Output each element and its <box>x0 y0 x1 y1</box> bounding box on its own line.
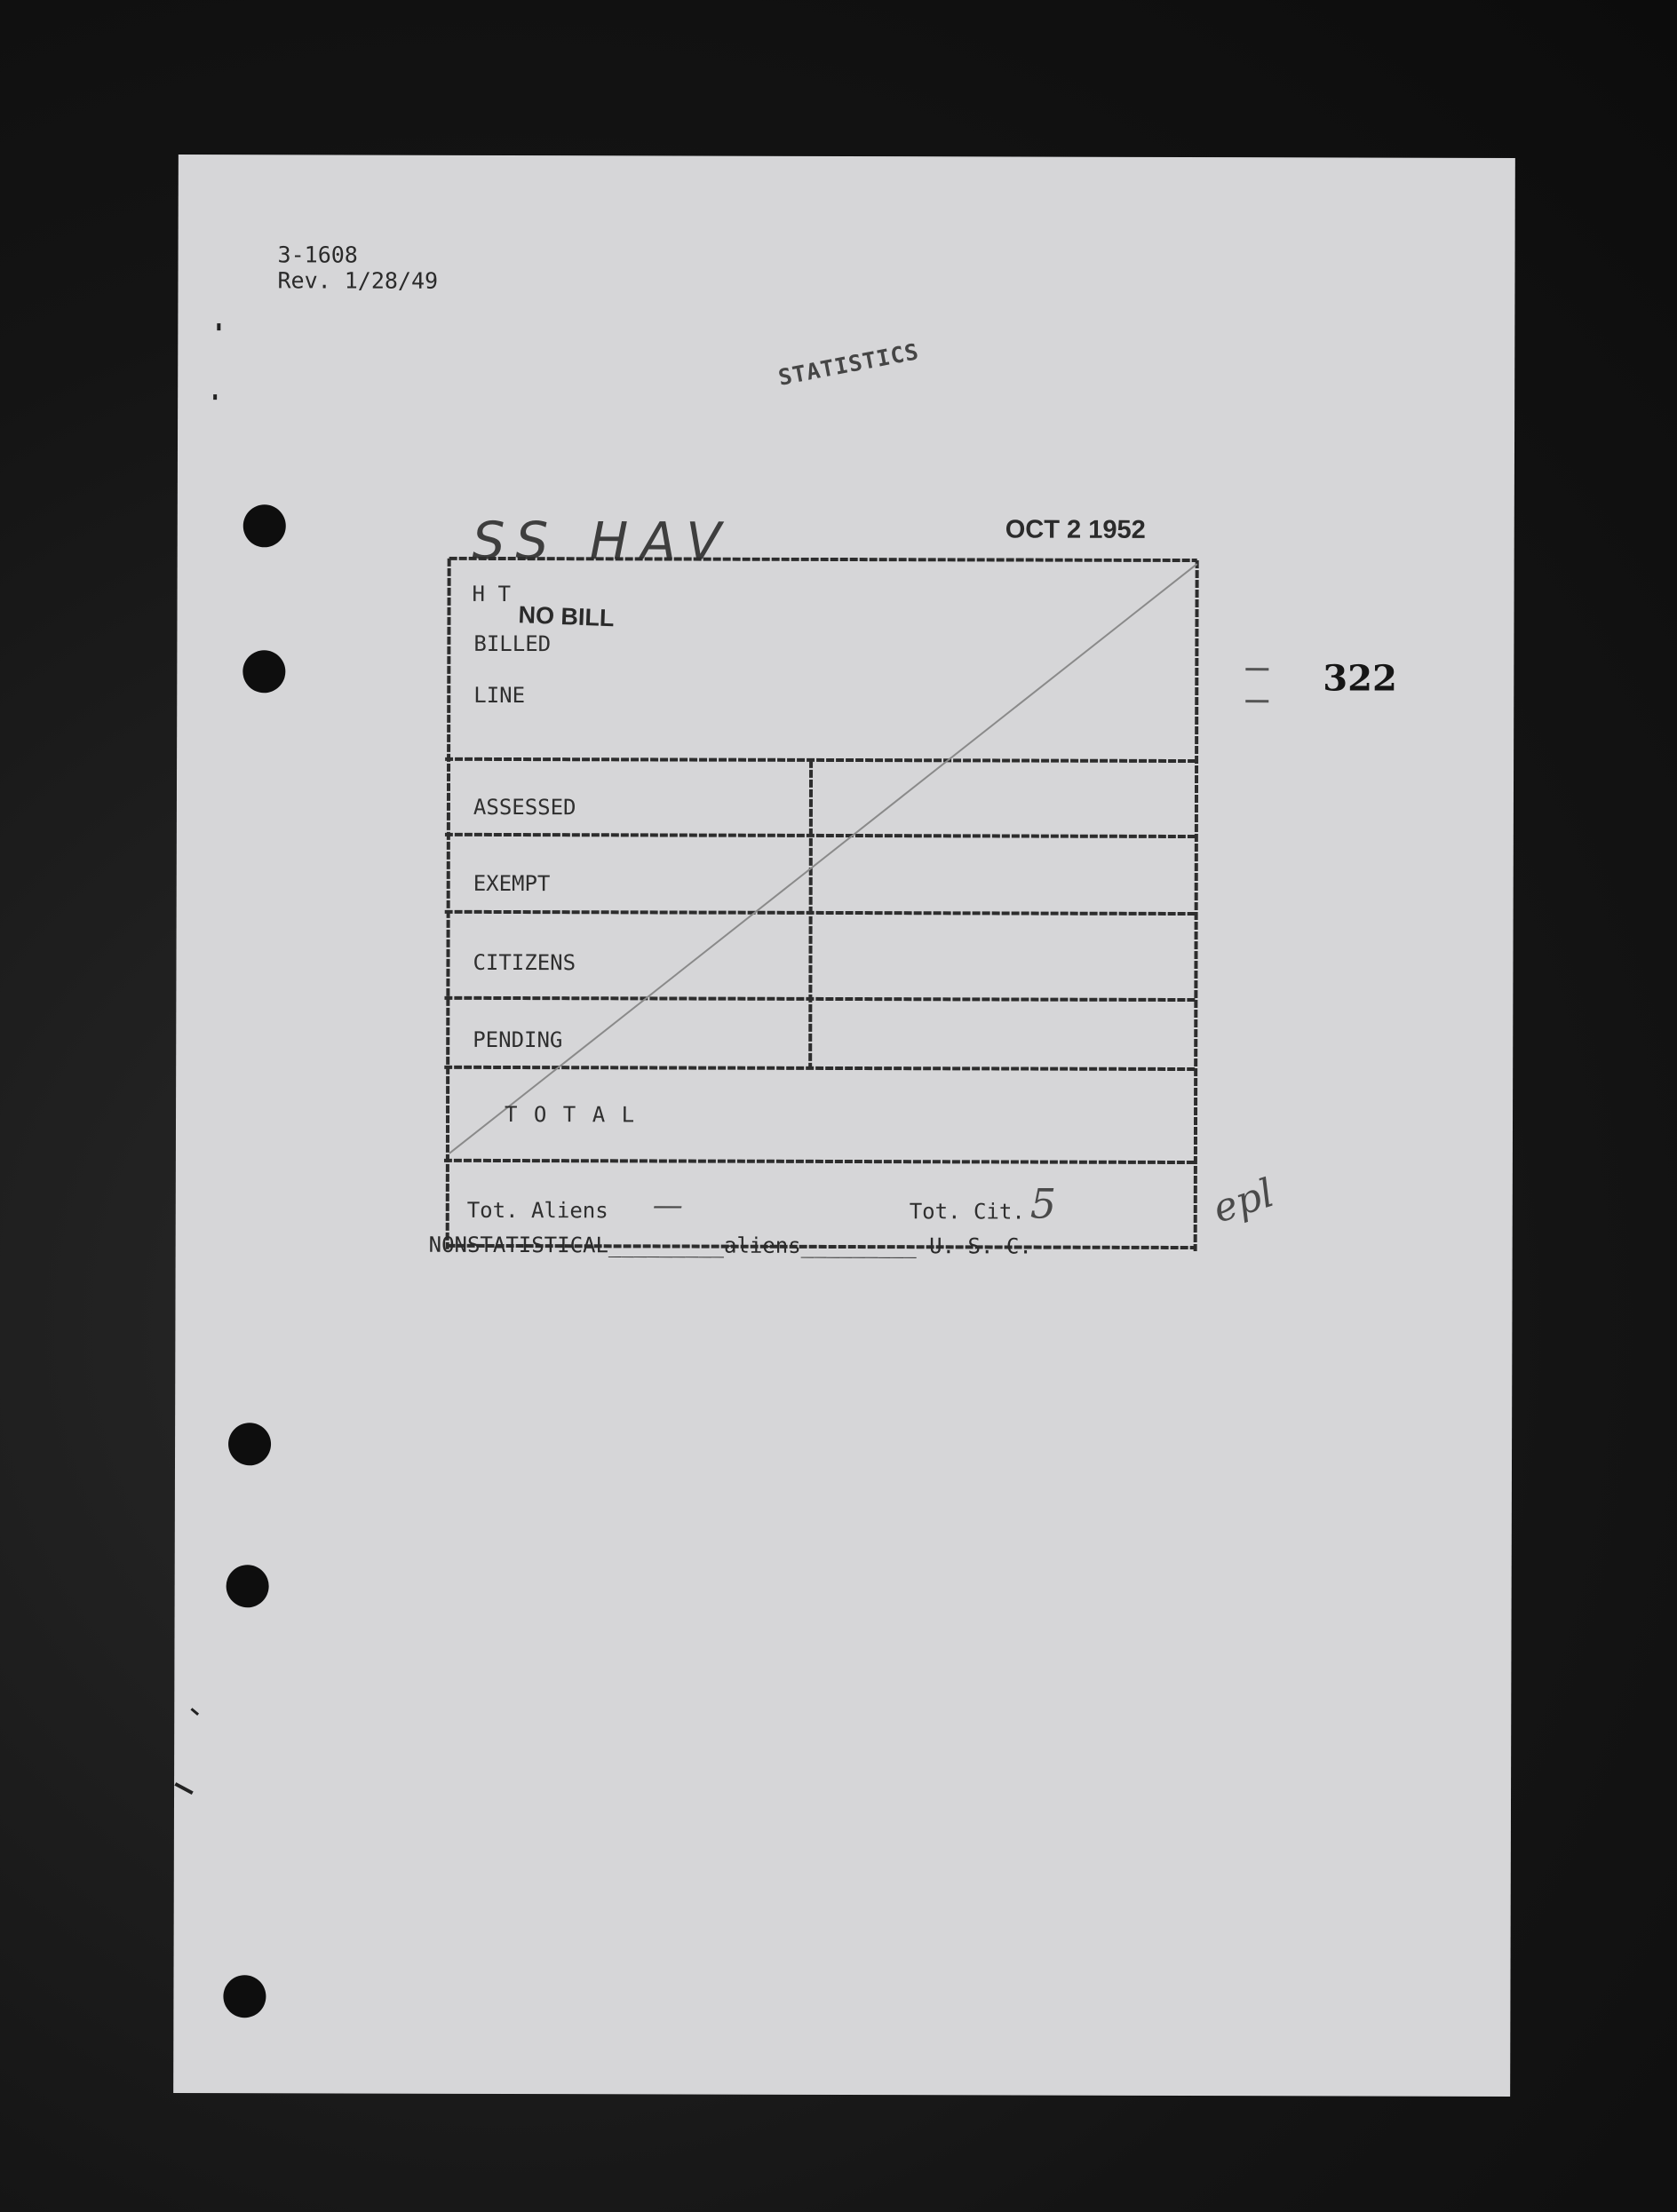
nonstatistical-line: NONSTATISTICAL_________aliens_________ U. S. C. <box>428 1232 1032 1259</box>
usc-label: U. S. C. <box>929 1233 1032 1259</box>
speck <box>217 323 220 330</box>
initials-handwritten: epl <box>1207 1169 1280 1233</box>
tot-cit-value: 5 <box>1029 1179 1057 1228</box>
tot-cit-label: Tot. Cit. <box>909 1199 1025 1225</box>
speck <box>190 1708 199 1716</box>
document-sheet <box>173 155 1515 2097</box>
statistics-stamp: STATISTICS <box>775 338 922 391</box>
punch-hole <box>227 1565 269 1607</box>
total-label: T O T A L <box>504 1101 637 1128</box>
row-label-billed: BILLED <box>473 630 552 657</box>
vessel-name-handwritten: SS HAV <box>472 510 734 572</box>
nonstatistical-label: NONSTATISTICAL <box>428 1232 608 1258</box>
punch-hole <box>243 504 286 547</box>
row-label-citizens: CITIZENS <box>473 949 576 976</box>
dash-mark <box>1245 668 1268 670</box>
tot-aliens-value: — <box>652 1187 683 1224</box>
speck <box>174 1782 193 1795</box>
row-label-exempt: EXEMPT <box>473 870 551 897</box>
aliens-label: aliens <box>723 1233 801 1258</box>
statistics-table <box>444 557 1201 1251</box>
speck <box>213 394 217 400</box>
row-label-assessed: ASSESSED <box>473 794 576 821</box>
row-label-line: LINE <box>473 682 526 709</box>
punch-hole <box>223 1975 266 2018</box>
table-lines <box>444 557 1201 1251</box>
dash-mark <box>1245 700 1268 702</box>
row-label-ht: H T <box>472 581 511 607</box>
tot-aliens-label: Tot. Aliens <box>466 1197 608 1224</box>
punch-hole <box>242 650 285 693</box>
no-bill-stamp: NO BILL <box>517 601 616 632</box>
punch-hole <box>228 1423 271 1465</box>
date-stamp: OCT 2 1952 <box>1005 515 1146 544</box>
page-number: 322 <box>1323 657 1397 700</box>
row-label-pending: PENDING <box>473 1027 563 1053</box>
form-number: 3-1608 Rev. 1/28/49 <box>277 242 439 294</box>
